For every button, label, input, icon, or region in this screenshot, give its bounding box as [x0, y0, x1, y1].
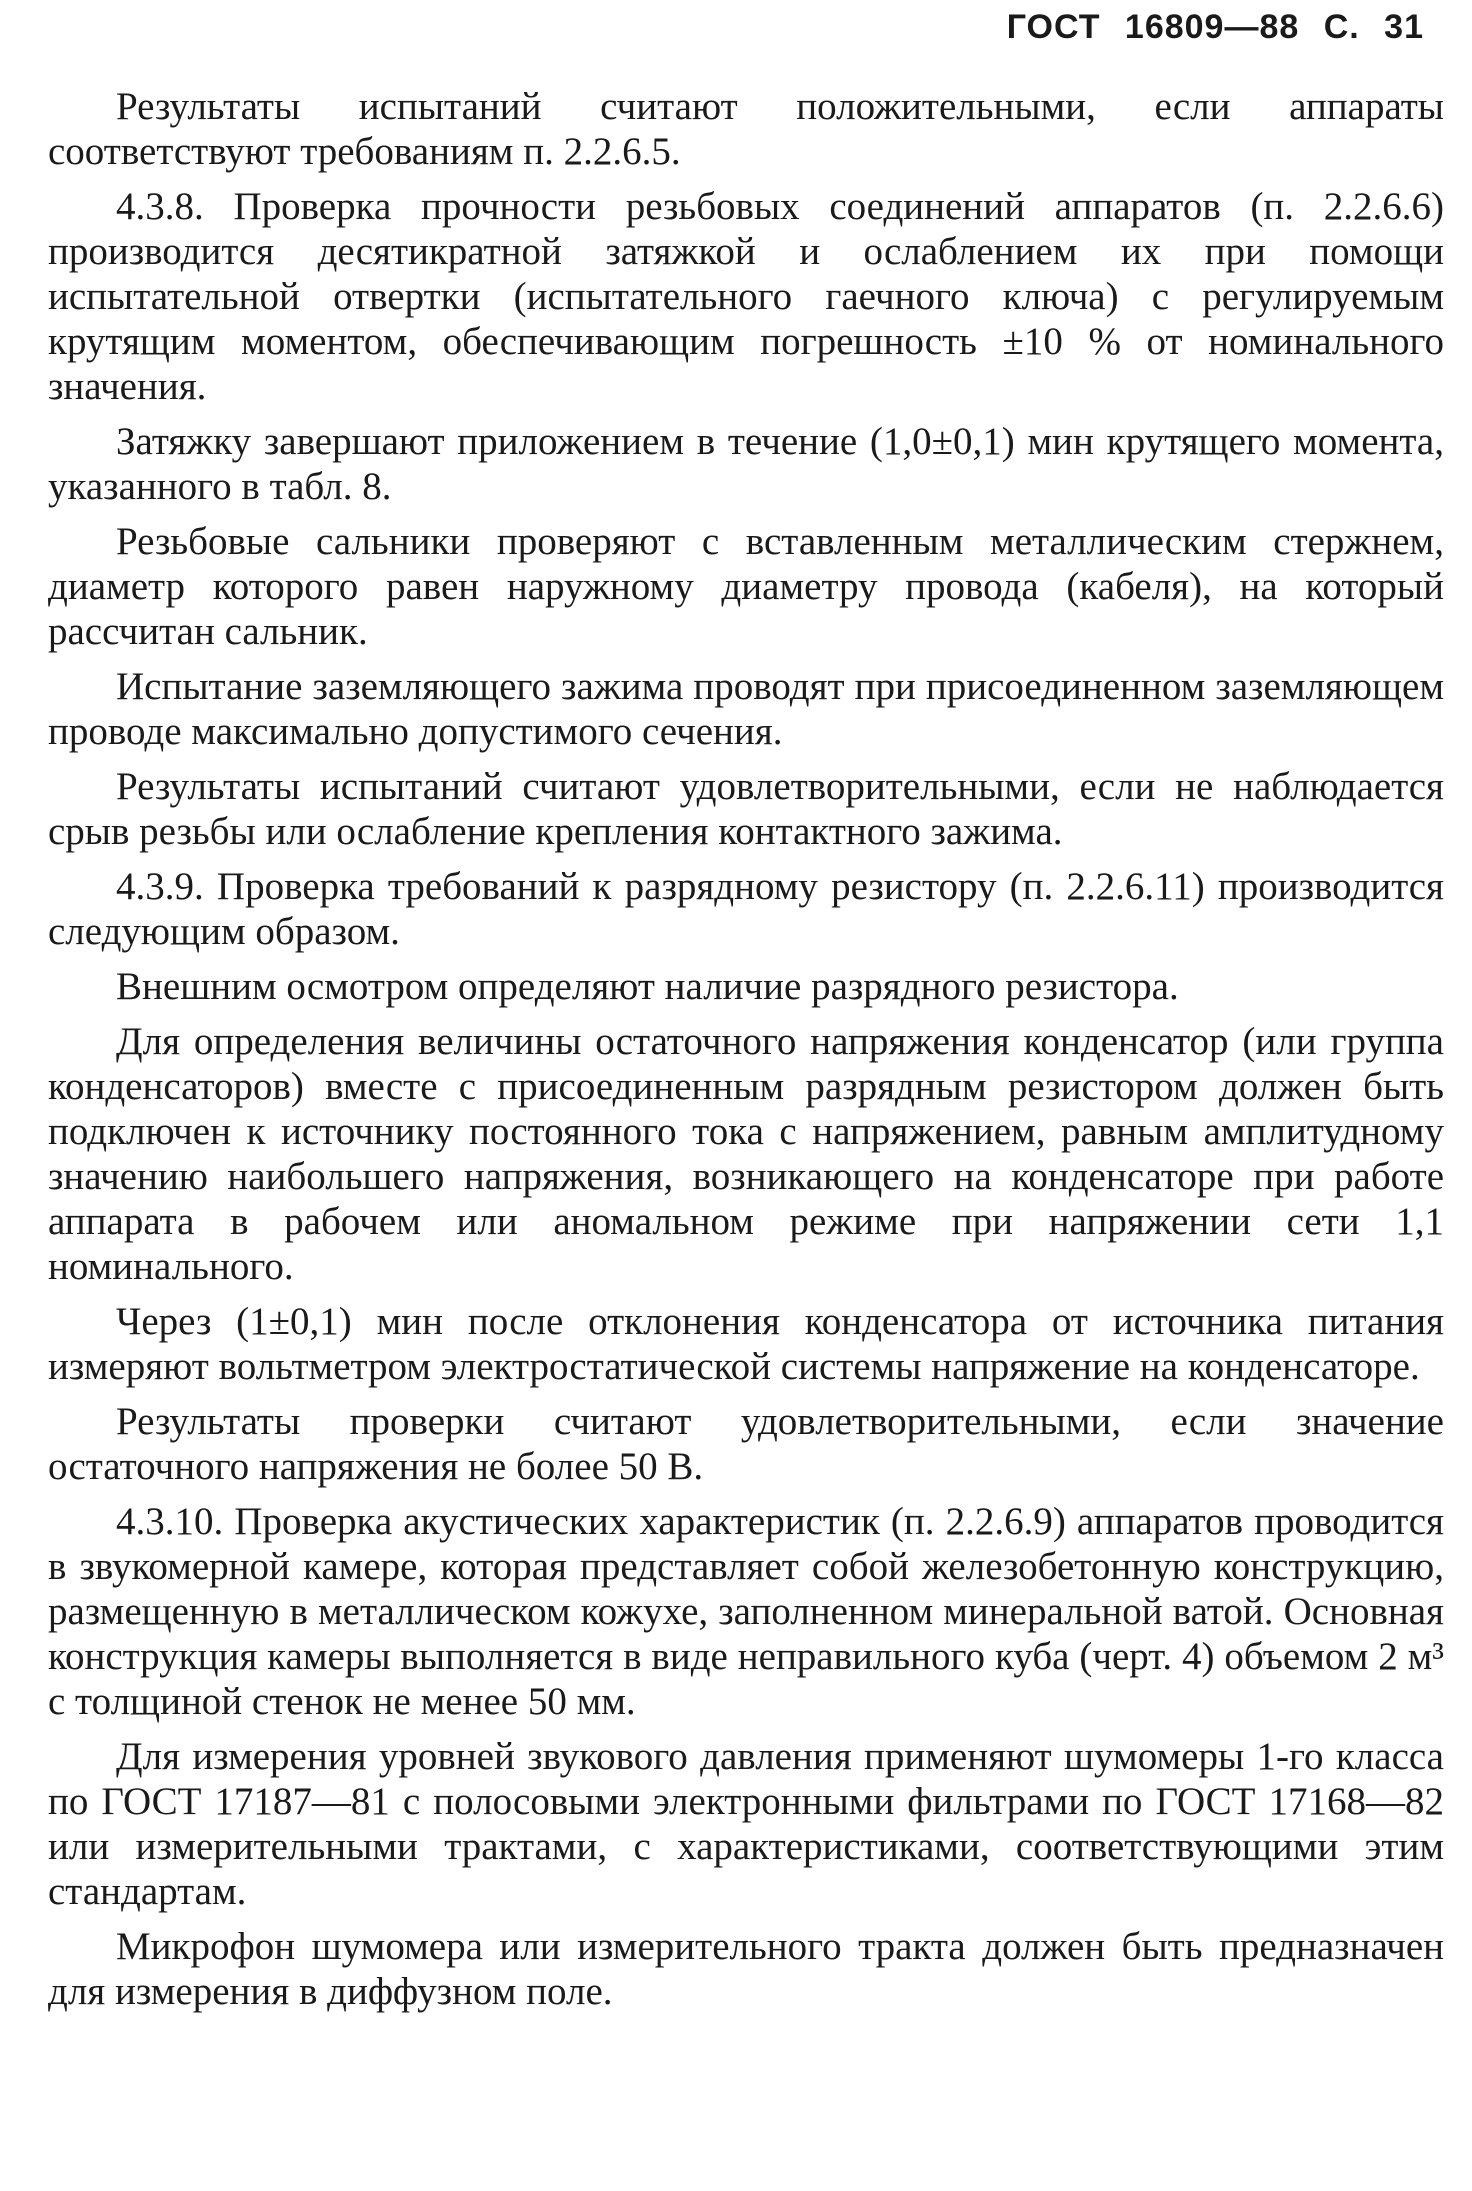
paragraph: 4.3.10. Проверка акустических характеристик (п. 2.2.6.9) аппаратов проводится в звукомерной камере, которая представляет собой железобетонную конструкцию, размещенную в металлическом кожухе, заполненном минеральной ватой. Основная конструкция камеры выполняется в виде неправильного куба (черт. 4) объемом 2 м³ с толщиной стенок не менее 50 мм.	[48, 1500, 1444, 1723]
paragraph: 4.3.8. Проверка прочности резьбовых соединений аппаратов (п. 2.2.6.6) производится десятикратной затяжкой и ослаблением их при помощи испытательной отвертки (испытательного гаечного ключа) с регулируемым крутящим моментом, обеспечивающим погрешность ±10 % от номинального значения.	[48, 185, 1444, 408]
document-body	[48, 84, 1444, 2024]
paragraph: Для измерения уровней звукового давления применяют шумомеры 1-го класса по ГОСТ 17187—81 с полосовыми электронными фильтрами по ГОСТ 17168—82 или измерительными трактами, с характеристиками, соответствующими этим стандартам.	[48, 1735, 1444, 1913]
document-page	[48, 0, 1444, 2191]
page-header: ГОСТ 16809—88 С. 31	[1006, 8, 1424, 46]
paragraph: Результаты испытаний считают удовлетворительными, если не наблюдается срыв резьбы или ослабление крепления контактного зажима.	[48, 765, 1444, 853]
paragraph: Для определения величины остаточного напряжения конденсатор (или группа конденсаторов) вместе с присоединенным разрядным резистором должен быть подключен к источнику постоянного тока с напряжением, равным амплитудному значению наибольшего напряжения, возникающего на конденсаторе при работе аппарата в рабочем или аномальном режиме при напряжении сети 1,1 номинального.	[48, 1020, 1444, 1288]
paragraph: Испытание заземляющего зажима проводят при присоединенном заземляющем проводе максимально допустимого сечения.	[48, 665, 1444, 753]
paragraph: Результаты испытаний считают положительными, если аппараты соответствуют требованиям п. 2.2.6.5.	[48, 85, 1444, 173]
paragraph: Через (1±0,1) мин после отклонения конденсатора от источника питания измеряют вольтметром электростатической системы напряжение на конденсаторе.	[48, 1300, 1444, 1388]
paragraph: Микрофон шумомера или измерительного тракта должен быть предназначен для измерения в диффузном поле.	[48, 1925, 1444, 2013]
paragraph: 4.3.9. Проверка требований к разрядному резистору (п. 2.2.6.11) производится следующим образом.	[48, 865, 1444, 953]
paragraph: Внешним осмотром определяют наличие разрядного резистора.	[116, 965, 1179, 1008]
paragraph: Резьбовые сальники проверяют с вставленным металлическим стержнем, диаметр которого равен наружному диаметру провода (кабеля), на который рассчитан сальник.	[48, 520, 1444, 653]
paragraph: Результаты проверки считают удовлетворительными, если значение остаточного напряжения не более 50 В.	[48, 1400, 1444, 1488]
paragraph: Затяжку завершают приложением в течение (1,0±0,1) мин крутящего момента, указанного в табл. 8.	[48, 420, 1444, 508]
